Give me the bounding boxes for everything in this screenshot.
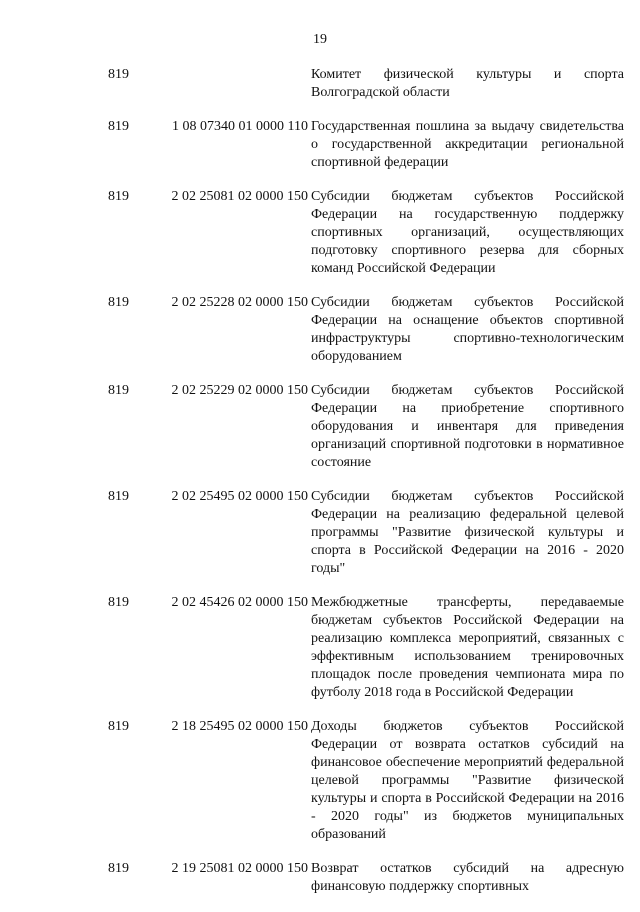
budget-classification-code: 1 08 07340 01 0000 110 — [172, 119, 308, 134]
income-description: Субсидии бюджетам субъектов Российской Федерации на реализацию федеральной целевой программы "Развитие физической культуры и спорта в Российской Федерации на 2016 - 2020 годы" — [311, 489, 624, 576]
income-codes-table — [0, 66, 640, 912]
admin-code: 819 — [108, 119, 129, 134]
table-row — [0, 118, 640, 172]
income-description: Межбюджетные трансферты, передаваемые бюджетам субъектов Российской Федерации на реализацию комплекса мероприятий, связанных с эффективным использованием тренировочных площадок после проведения чемпионата мира по футболу 2018 года в Российской Федерации — [311, 595, 624, 700]
admin-code: 819 — [108, 295, 129, 310]
table-row — [0, 488, 640, 578]
table-row — [0, 594, 640, 702]
page-number: 19 — [313, 32, 327, 47]
income-description: Комитет физической культуры и спорта Волгоградской области — [311, 67, 624, 100]
income-description: Доходы бюджетов субъектов Российской Федерации от возврата остатков субсидий на финансовое обеспечение мероприятий федеральной целевой программы "Развитие физической культуры и спорта в Российской Федерации на 2016 - 2020 годы" из бюджетов муниципальных образований — [311, 719, 624, 842]
table-row — [0, 294, 640, 366]
admin-code: 819 — [108, 189, 129, 204]
admin-code: 819 — [108, 861, 129, 876]
admin-code: 819 — [108, 489, 129, 504]
income-description: Субсидии бюджетам субъектов Российской Федерации на оснащение объектов спортивной инфраструктуры спортивно-технологическим оборудованием — [311, 295, 624, 364]
table-row — [0, 188, 640, 278]
budget-classification-code: 2 02 25228 02 0000 150 — [171, 295, 308, 310]
budget-classification-code: 2 18 25495 02 0000 150 — [171, 719, 308, 734]
income-description: Государственная пошлина за выдачу свидетельства о государственной аккредитации региональной спортивной федерации — [311, 119, 624, 170]
table-row — [0, 382, 640, 472]
table-row — [0, 860, 640, 896]
budget-classification-code: 2 02 25081 02 0000 150 — [171, 189, 308, 204]
income-description: Субсидии бюджетам субъектов Российской Федерации на приобретение спортивного оборудования и инвентаря для приведения организаций спортивной подготовки в нормативное состояние — [311, 383, 624, 470]
table-row — [0, 718, 640, 844]
budget-classification-code: 2 02 25495 02 0000 150 — [171, 489, 308, 504]
table-row — [0, 66, 640, 102]
income-description: Возврат остатков субсидий на адресную финансовую поддержку спортивных — [311, 861, 624, 894]
income-description: Субсидии бюджетам субъектов Российской Федерации на государственную поддержку спортивных организаций, осуществляющих подготовку спортивного резерва для сборных команд Российской Федерации — [311, 189, 624, 276]
admin-code: 819 — [108, 383, 129, 398]
admin-code: 819 — [108, 67, 129, 82]
budget-classification-code: 2 02 25229 02 0000 150 — [171, 383, 308, 398]
admin-code: 819 — [108, 595, 129, 610]
budget-classification-code: 2 19 25081 02 0000 150 — [171, 861, 308, 876]
budget-classification-code: 2 02 45426 02 0000 150 — [171, 595, 308, 610]
admin-code: 819 — [108, 719, 129, 734]
